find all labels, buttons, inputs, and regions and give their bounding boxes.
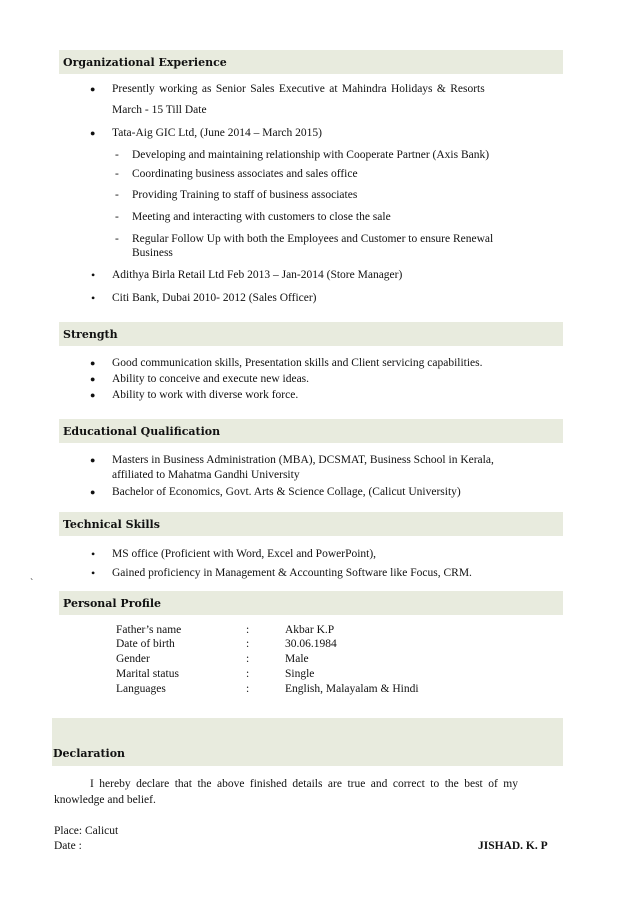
bullet-icon: ● <box>90 84 96 94</box>
bullet-icon: ● <box>90 455 96 465</box>
signature-name: JISHAD. K. P <box>478 840 548 852</box>
education-item-continued: affiliated to Mahatma Gandhi University <box>112 469 300 481</box>
experience-item-date: March - 15 Till Date <box>112 104 207 116</box>
technical-item: MS office (Proficient with Word, Excel and PowerPoint), <box>112 548 377 560</box>
bullet-icon: • <box>91 268 96 282</box>
duty-item: Regular Follow Up with both the Employees and Customer to ensure Renewal <box>132 233 494 245</box>
profile-label: Marital status <box>116 668 179 680</box>
strength-item: Ability to work with diverse work force. <box>112 389 299 401</box>
profile-separator: : <box>246 653 250 665</box>
profile-value: English, Malayalam & Hindi <box>285 683 419 695</box>
experience-item: Tata-Aig GIC Ltd, (June 2014 – March 2015) <box>112 127 322 139</box>
profile-value: Single <box>285 668 315 680</box>
declaration-text-continued: knowledge and belief. <box>54 794 156 806</box>
section-title: Organizational Experience <box>63 55 227 69</box>
stray-mark: ` <box>30 578 34 589</box>
bullet-icon: • <box>91 291 96 305</box>
experience-item: Adithya Birla Retail Ltd Feb 2013 – Jan-2014 (Store Manager) <box>112 269 403 281</box>
duty-item: Developing and maintaining relationship with Cooperate Partner (Axis Bank) <box>132 149 490 161</box>
place-label: Place: Calicut <box>54 825 119 837</box>
section-title: Declaration <box>53 747 126 760</box>
profile-label: Languages <box>116 683 166 695</box>
profile-value: Male <box>285 653 309 665</box>
section-header-personal-profile <box>59 591 563 615</box>
section-title: Personal Profile <box>63 596 162 610</box>
profile-label: Father’s name <box>116 624 182 636</box>
section-title: Technical Skills <box>63 517 160 531</box>
education-item: Masters in Business Administration (MBA), DCSMAT, Business School in Kerala, <box>112 454 494 466</box>
strength-item: Ability to conceive and execute new ideas. <box>112 373 310 385</box>
bullet-icon: ● <box>90 390 96 400</box>
profile-label: Gender <box>116 653 150 665</box>
duty-item: Meeting and interacting with customers to close the sale <box>132 211 391 223</box>
bullet-icon: ● <box>90 358 96 368</box>
section-header-strength <box>59 322 563 346</box>
dash-icon: - <box>115 211 119 223</box>
profile-separator: : <box>246 668 250 680</box>
bullet-icon: • <box>91 566 96 580</box>
experience-item: Presently working as Senior Sales Executive at Mahindra Holidays & Resorts <box>112 83 485 95</box>
dash-icon: - <box>115 149 119 161</box>
profile-value: 30.06.1984 <box>285 638 337 650</box>
section-header-organizational-experience <box>59 50 563 74</box>
profile-separator: : <box>246 624 250 636</box>
section-title: Educational Qualification <box>63 424 221 438</box>
section-header-technical-skills <box>59 512 563 536</box>
date-label: Date : <box>54 840 82 852</box>
bullet-icon: ● <box>90 128 96 138</box>
education-item: Bachelor of Economics, Govt. Arts & Science Collage, (Calicut University) <box>112 486 461 498</box>
bullet-icon: ● <box>90 374 96 384</box>
profile-label: Date of birth <box>116 638 175 650</box>
dash-icon: - <box>115 233 119 245</box>
technical-item: Gained proficiency in Management & Accounting Software like Focus, CRM. <box>112 567 472 579</box>
duty-item-continued: Business <box>132 247 173 259</box>
duty-item: Providing Training to staff of business associates <box>132 189 358 201</box>
profile-separator: : <box>246 683 250 695</box>
section-title: Strength <box>63 327 118 341</box>
profile-separator: : <box>246 638 250 650</box>
experience-item: Citi Bank, Dubai 2010- 2012 (Sales Officer) <box>112 292 317 304</box>
bullet-icon: • <box>91 547 96 561</box>
dash-icon: - <box>115 189 119 201</box>
profile-value: Akbar K.P <box>285 624 335 636</box>
declaration-text: I hereby declare that the above finished details are true and correct to the best of my <box>90 778 518 790</box>
dash-icon: - <box>115 168 119 180</box>
bullet-icon: ● <box>90 487 96 497</box>
section-header-educational-qualification <box>59 419 563 443</box>
duty-item: Coordinating business associates and sales office <box>132 168 358 180</box>
strength-item: Good communication skills, Presentation skills and Client servicing capabilities. <box>112 357 483 369</box>
section-header-declaration <box>52 718 563 766</box>
